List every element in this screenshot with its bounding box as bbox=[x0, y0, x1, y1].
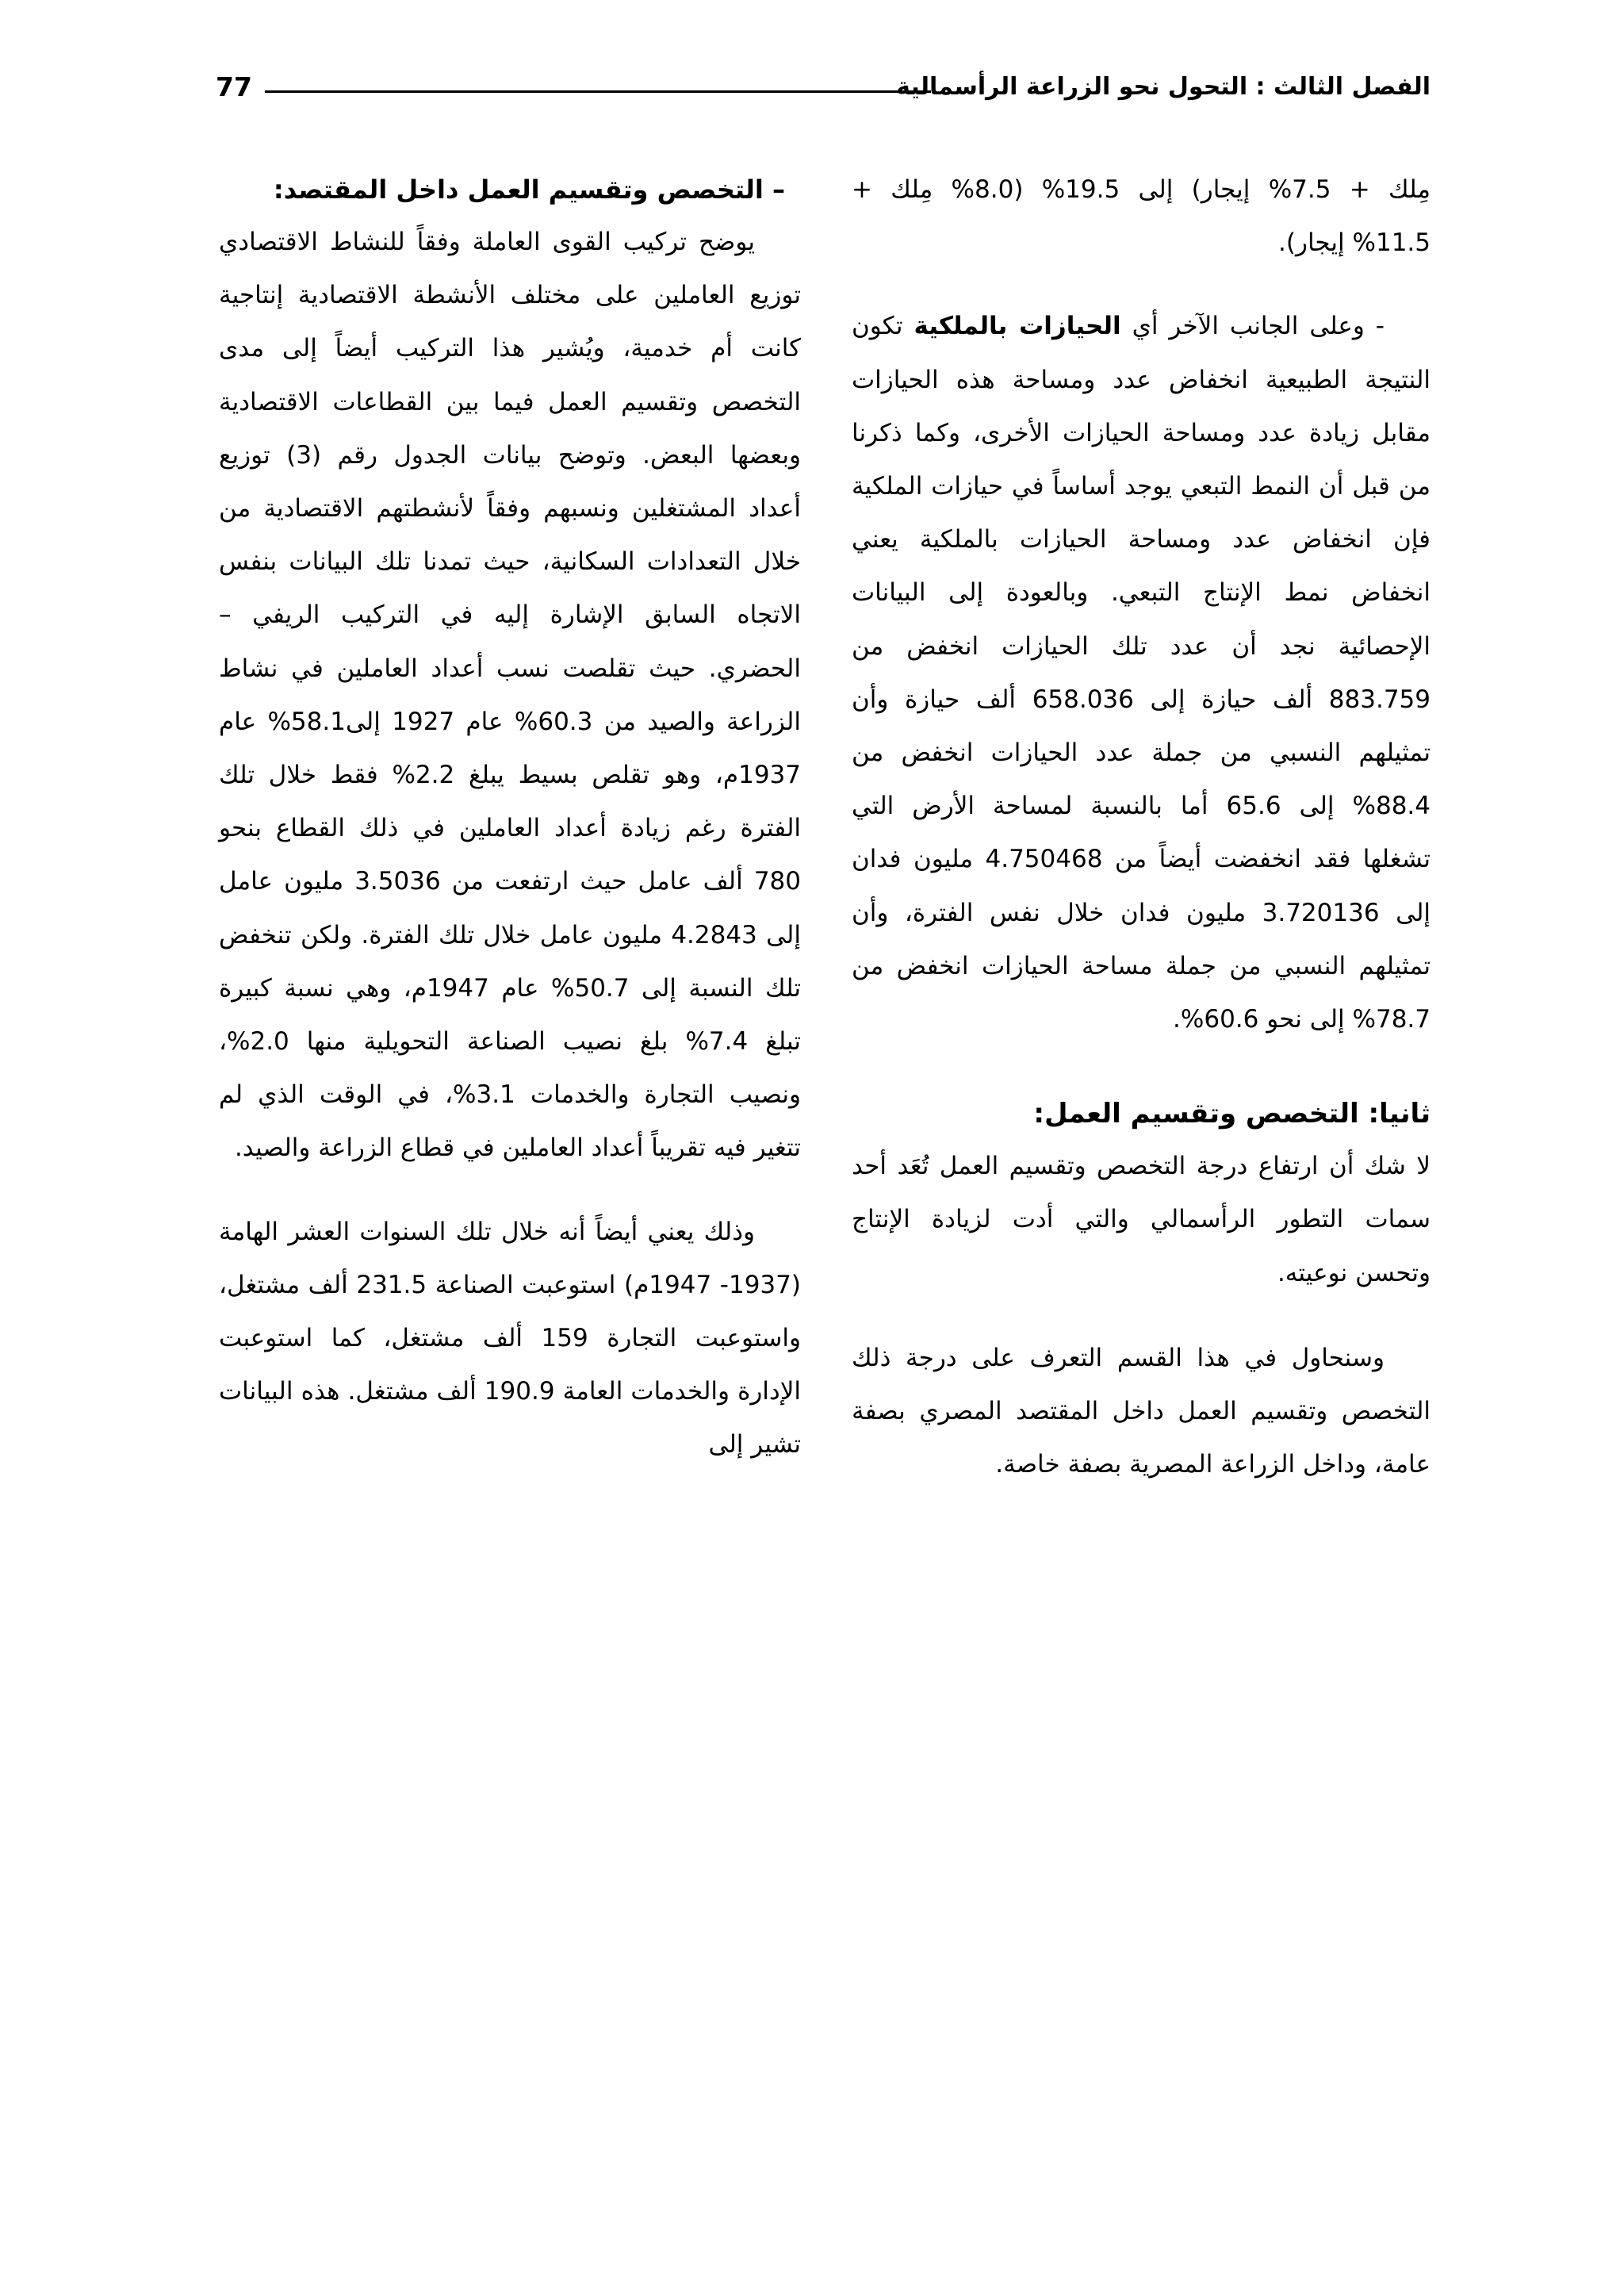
section-heading: ثانيا: التخصص وتقسيم العمل: bbox=[1033, 1098, 1431, 1130]
page-header bbox=[216, 67, 1431, 114]
right-column bbox=[852, 163, 1431, 1491]
subheading: – التخصص وتقسيم العمل داخل المقتصد: bbox=[273, 175, 785, 205]
paragraph-ownership-holdings bbox=[852, 300, 1431, 1046]
chapter-title: الفصل الثالث : التحول نحو الزراعة الرأسمالية bbox=[896, 73, 1431, 101]
bold-term: الحيازات بالملكية bbox=[914, 312, 1121, 341]
paragraph-specialization: لا شك أن ارتفاع درجة التخصص وتقسيم العمل تُعَد أحد سمات التطور الرأسمالي والتي أدت لزيادة الإنتاج وتحسن نوعيته. bbox=[852, 1152, 1431, 1287]
header-rule bbox=[265, 90, 931, 93]
page-number: 77 bbox=[216, 71, 252, 102]
paragraph-section-intro: وسنحاول في هذا القسم التعرف على درجة ذلك التخصص وتقسيم العمل داخل المقتصد المصري بصفة عامة، وداخل الزراعة المصرية بصفة خاصة. bbox=[852, 1343, 1431, 1479]
paragraph-lead: - وعلى الجانب الآخر أي bbox=[1120, 312, 1385, 341]
left-column bbox=[219, 163, 801, 1472]
paragraph-body: تكون النتيجة الطبيعية انخفاض عدد ومساحة هذه الحيازات مقابل زيادة عدد ومساحة الحيازات الأخرى، وكما ذكرنا من قبل أن النمط التبعي يوجد أساساً في حيازات الملكية فإن انخفاض عدد ومساحة الحيازات بالملكية يعني انخفاض نمط الإنتاج التبعي. وبالعودة إلى البيانات الإحصائية نجد أن عدد تلك الحيازات انخفض من 883.759 ألف حيازة إلى 658.036 ألف حيازة وأن تمثيلهم النسبي من جملة عدد الحيازات انخفض من 88.4% إلى 65.6 أما بالنسبة لمساحة الأرض التي تشغلها فقد انخفضت أيضاً من 4.750468 مليون فدان إلى 3.720136 مليون فدان خلال نفس الفترة، وأن تمثيلهم النسبي من جملة مساحة الحيازات انخفض من 78.7% إلى نحو 60.6%. bbox=[852, 312, 1431, 1034]
paragraph-ten-years: وذلك يعني أيضاً أنه خلال تلك السنوات العشر الهامة (1937- 1947م) استوعبت الصناعة 231.5 ألف مشتغل، واستوعبت التجارة 159 ألف مشتغل، كما استوعبت الإدارة والخدمات العامة 190.9 ألف مشتغل. هذه البيانات تشير إلى bbox=[219, 1217, 802, 1460]
paragraph-continued: مِلك + 7.5% إيجار) إلى 19.5% (8.0% مِلك + 11.5% إيجار). bbox=[852, 175, 1431, 258]
paragraph-workforce: يوضح تركيب القوى العاملة وفقاً للنشاط الاقتصادي توزيع العاملين على مختلف الأنشطة الاقتصادية إنتاجية كانت أم خدمية، ويُشير هذا التركيب أيضاً إلى مدى التخصص وتقسيم العمل فيما بين القطاعات الاقتصادية وبعضها البعض. وتوضح بيانات الجدول رقم (3) توزيع أعداد المشتغلين ونسبهم وفقاً لأنشطتهم الاقتصادية من خلال التعدادات السكانية، حيث تمدنا تلك البيانات بنفس الاتجاه السابق الإشارة إليه في التركيب الريفي – الحضري. حيث تقلصت نسب أعداد العاملين في نشاط الزراعة والصيد من 60.3% عام 1927 إلى58.1% عام 1937م، وهو تقلص بسيط يبلغ 2.2% فقط خلال تلك الفترة رغم زيادة أعداد العاملين في ذلك القطاع بنحو 780 ألف عامل حيث ارتفعت من 3.5036 مليون عامل إلى 4.2843 مليون عامل خلال تلك الفترة. ولكن تنخفض تلك النسبة إلى 50.7% عام 1947م، وهي نسبة كبيرة تبلغ 7.4% بلغ نصيب الصناعة التحويلية منها 2.0%، ونصيب التجارة والخدمات 3.1%، في الوقت الذي لم تتغير فيه تقريباً أعداد العاملين في قطاع الزراعة والصيد. bbox=[219, 228, 801, 1163]
